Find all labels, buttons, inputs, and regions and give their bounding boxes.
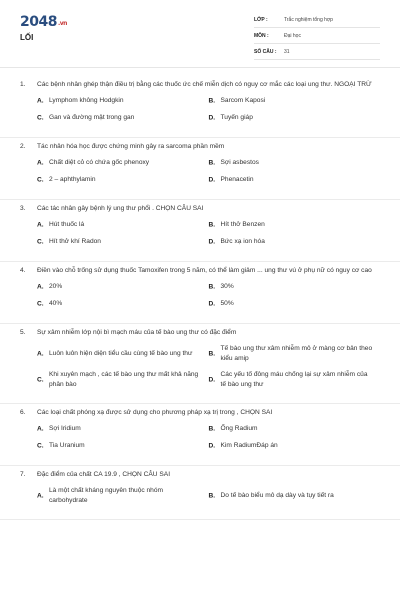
option-letter: A. [37,221,44,229]
option-letter: B. [208,349,216,357]
question-number: 5. [20,329,26,336]
option-letter: D. [208,375,216,383]
option-text: Ống Radium [220,425,258,433]
option-d[interactable] [209,237,381,247]
option-text: 30% [220,283,234,291]
question-stem [20,142,380,152]
question-text: Đặc điểm của chất CA 19.9 , CHỌN CÂU SAI [37,471,171,478]
option-c[interactable] [37,441,209,451]
option-letter: C. [37,114,44,122]
option-letter: B. [208,159,216,167]
option-b[interactable] [209,158,381,168]
question-item [0,200,400,262]
question-item [0,324,400,404]
option-letter: D. [208,176,216,184]
page-header [0,0,400,68]
meta-label: SỐ CÂU : [254,49,277,55]
option-text: Luôn luôn hiện diện tiểu cầu cùng tế bào ung thư [49,349,193,357]
option-text: Sợi asbestos [220,159,259,167]
option-letter: C. [37,176,44,184]
option-text: Gan và đường mật trong gan [49,114,135,122]
question-number: 6. [20,409,26,416]
option-text: 40% [49,300,63,308]
option-text: 2 – aphthylamin [49,176,96,184]
option-text: Hút thuốc lá [49,221,85,229]
question-item [0,262,400,324]
option-list [20,344,380,396]
meta-row-subject [254,30,380,44]
option-letter: B. [208,97,216,105]
option-letter: B. [208,491,216,499]
question-text: Điền vào chỗ trống sử dụng thuốc Tamoxifen trong 5 năm, có thể làm giảm ... ung thư vú ở phụ nữ có nguy cơ cao [37,267,372,274]
meta-value: Đại học [284,33,301,39]
option-c[interactable] [37,299,209,309]
option-d[interactable] [209,113,381,123]
question-item [0,404,400,466]
option-b[interactable] [209,282,381,292]
option-text: 20% [49,283,63,291]
option-letter: D. [208,442,216,450]
option-c[interactable] [37,370,209,389]
option-a[interactable] [37,158,209,168]
question-stem [20,408,380,418]
option-text: Các yếu tố đông máu chống lại sự xâm nhiễm của tế bào ung thư [220,371,368,388]
question-stem [20,80,380,90]
option-list [20,282,380,316]
subject-title: LỐI [20,33,34,42]
option-a[interactable] [37,282,209,292]
question-text: Các loại chất phóng xạ được sử dụng cho phương pháp xạ trị trong , CHỌN SAI [37,409,273,416]
option-text: Khi xuyên mạch , các tế bào ung thư mất khả năng phân bào [49,371,199,388]
option-d[interactable] [209,441,381,451]
option-d[interactable] [209,175,381,185]
meta-value: 31 [284,49,290,55]
option-text: Hít thở khí Radon [49,238,101,246]
option-b[interactable] [209,220,381,230]
option-letter: A. [37,283,44,291]
option-text: Sarcom Kaposi [220,97,266,105]
option-text: Tuyến giáp [220,114,253,122]
meta-row-count [254,46,380,60]
option-d[interactable] [209,370,381,389]
option-letter: B. [208,425,216,433]
question-text: Các tác nhân gây bệnh lý ung thư phổi . CHỌN CÂU SAI [37,205,204,212]
option-text: Kim RadiumĐáp án [220,442,278,450]
option-a[interactable] [37,424,209,434]
option-text: Hít thở Benzen [220,221,265,229]
option-text: Sợi Iridium [49,425,81,433]
option-text: Tế bào ung thư xâm nhiễm mô ở màng cơ bản theo kiểu amip [220,345,373,362]
meta-label: MÔN : [254,33,269,39]
question-text: Sự xâm nhiễm lớp nội bì mạch máu của tế bào ung thư có đặc điểm [37,329,237,336]
question-number: 1. [20,81,26,88]
option-letter: A. [37,97,44,105]
question-stem [20,204,380,214]
option-a[interactable] [37,486,209,505]
option-c[interactable] [37,237,209,247]
option-text: Lymphom không Hodgkin [49,97,124,105]
option-letter: D. [208,300,216,308]
question-item [0,138,400,200]
question-number: 7. [20,471,26,478]
option-letter: A. [37,349,44,357]
question-number: 2. [20,143,26,150]
option-letter: C. [37,300,44,308]
site-logo[interactable] [20,14,67,30]
option-letter: A. [37,159,44,167]
question-text: Các bệnh nhân ghép thận điều trị bằng các thuốc ức chế miễn dịch có nguy cơ mắc các loại ung thư. NGOẠI TRỪ [37,81,372,88]
option-letter: C. [37,238,44,246]
option-text: Phenacetin [220,176,254,184]
option-letter: C. [37,375,44,383]
meta-label: LỚP : [254,17,268,23]
question-number: 4. [20,267,26,274]
option-letter: D. [208,114,216,122]
option-list [20,96,380,130]
question-item [0,466,400,520]
option-list [20,486,380,512]
option-b[interactable] [209,486,381,505]
option-letter: A. [37,425,44,433]
option-b[interactable] [209,344,381,363]
option-c[interactable] [37,175,209,185]
option-text: Tia Uranium [49,442,85,450]
option-text: Bức xạ ion hóa [220,238,265,246]
meta-value: Trắc nghiệm tổng hợp [284,17,333,23]
option-d[interactable] [209,299,381,309]
option-list [20,424,380,458]
option-b[interactable] [209,96,381,106]
option-text: 50% [220,300,234,308]
option-text: Do tế bào biểu mô dạ dày và tụy tiết ra [220,491,334,499]
option-c[interactable] [37,113,209,123]
option-list [20,220,380,254]
logo-text: 2048 [20,14,57,30]
question-stem [20,470,380,480]
option-text: Chất diệt cỏ có chứa gốc phenoxy [49,159,150,167]
option-letter: D. [208,238,216,246]
meta-row-class [254,14,380,28]
option-a[interactable] [37,220,209,230]
option-a[interactable] [37,344,209,363]
option-letter: B. [208,221,216,229]
option-text: Là một chất kháng nguyên thuộc nhóm carbohydrate [49,487,164,504]
option-letter: A. [37,491,44,499]
option-letter: C. [37,442,44,450]
question-item [0,76,400,138]
question-stem [20,328,380,338]
option-letter: B. [208,283,216,291]
option-b[interactable] [209,424,381,434]
question-list [0,76,400,520]
option-a[interactable] [37,96,209,106]
question-stem [20,266,380,276]
question-text: Tác nhân hóa học được chứng minh gây ra sarcoma phần mềm [37,143,225,150]
option-list [20,158,380,192]
question-number: 3. [20,205,26,212]
logo-tld: .vn [57,20,67,27]
exam-meta [254,14,380,62]
